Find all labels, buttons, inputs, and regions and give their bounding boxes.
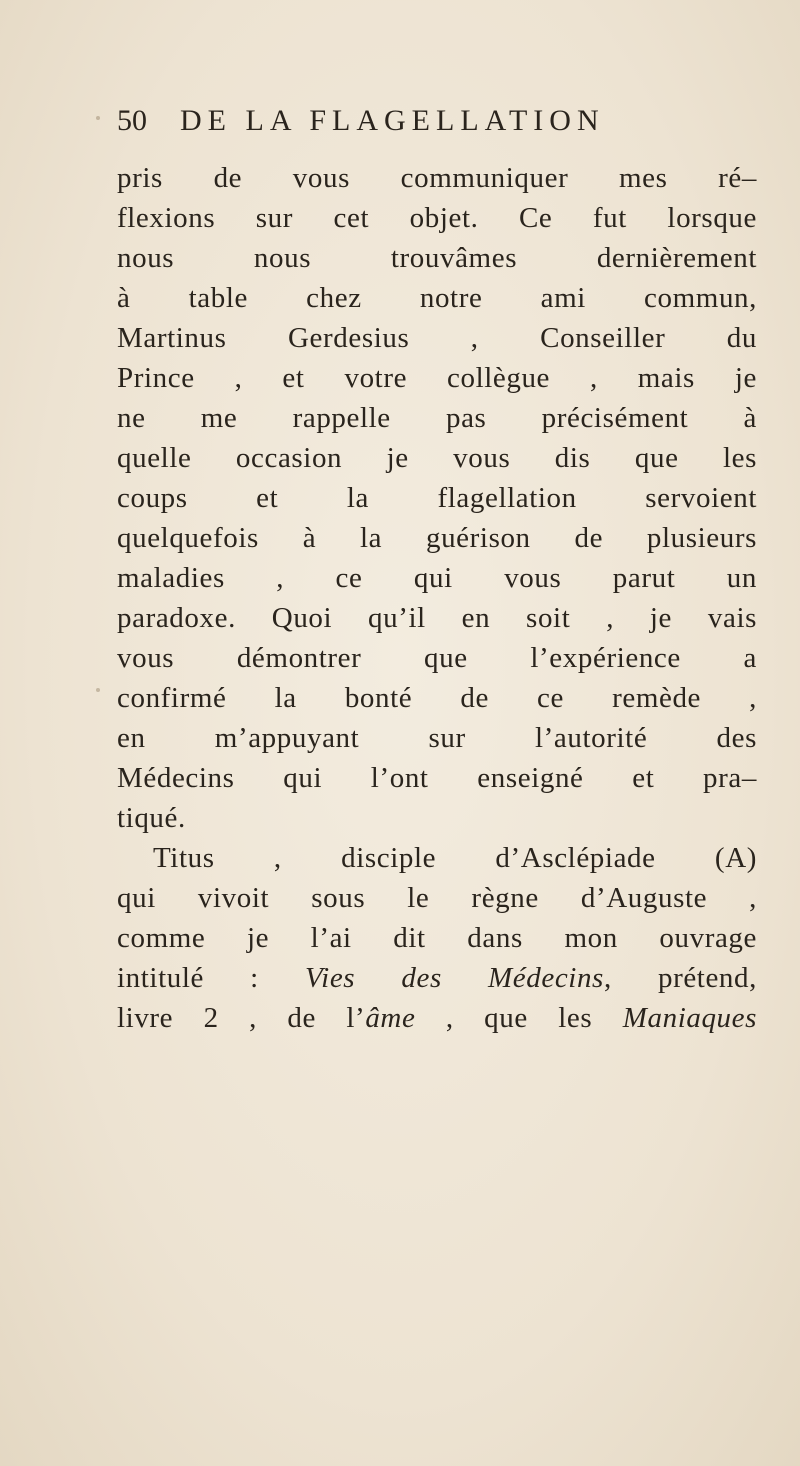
text-line: vous démontrer que l’expérience a <box>117 642 757 674</box>
text-line: flexions sur cet objet. Ce fut lorsque <box>117 202 757 234</box>
running-head: DE LA FLAGELLATION <box>180 104 605 137</box>
text-line <box>117 998 757 1038</box>
book-title-italic: Vies des Médecins <box>305 962 604 994</box>
text-line: Médecins qui l’ont enseigné et pra– <box>117 762 757 794</box>
text-line: confirmé la bonté de ce remède , <box>117 682 757 714</box>
ink-speck <box>96 116 100 120</box>
text-line <box>117 958 757 998</box>
text-line: nous nous trouvâmes dernièrement <box>117 242 757 274</box>
text-run: livre 2 , de l’ <box>117 1002 366 1034</box>
text-line: Prince , et votre collègue , mais je <box>117 362 757 394</box>
text-line: à table chez notre ami commun, <box>117 282 757 314</box>
text-line: comme je l’ai dit dans mon ouvrage <box>117 922 757 954</box>
page-header <box>117 104 757 144</box>
italic-word: âme <box>365 1002 416 1034</box>
text-run: , prétend, <box>603 962 757 994</box>
text-line: pris de vous communiquer mes ré– <box>117 162 757 194</box>
text-line: ne me rappelle pas précisément à <box>117 402 757 434</box>
text-run: intitulé : <box>117 962 305 994</box>
text-line: qui vivoit sous le règne d’Auguste , <box>117 882 757 914</box>
paragraph-start-line: Titus , disciple d’Asclépiade (A) <box>153 842 757 874</box>
text-line: coups et la flagellation servoient <box>117 482 757 514</box>
italic-word: Maniaques <box>622 1002 758 1034</box>
text-line: Martinus Gerdesius , Conseiller du <box>117 322 757 354</box>
text-line: tiqué. <box>117 802 186 834</box>
text-line: quelquefois à la guérison de plusieurs <box>117 522 757 554</box>
text-line: quelle occasion je vous dis que les <box>117 442 757 474</box>
ink-speck <box>96 688 100 692</box>
body-text <box>117 158 757 1038</box>
text-line: maladies , ce qui vous parut un <box>117 562 757 594</box>
page-number: 50 <box>117 104 147 137</box>
text-line: paradoxe. Quoi qu’il en soit , je vais <box>117 602 757 634</box>
text-line: en m’appuyant sur l’autorité des <box>117 722 757 754</box>
text-run: , que les <box>415 1002 623 1034</box>
